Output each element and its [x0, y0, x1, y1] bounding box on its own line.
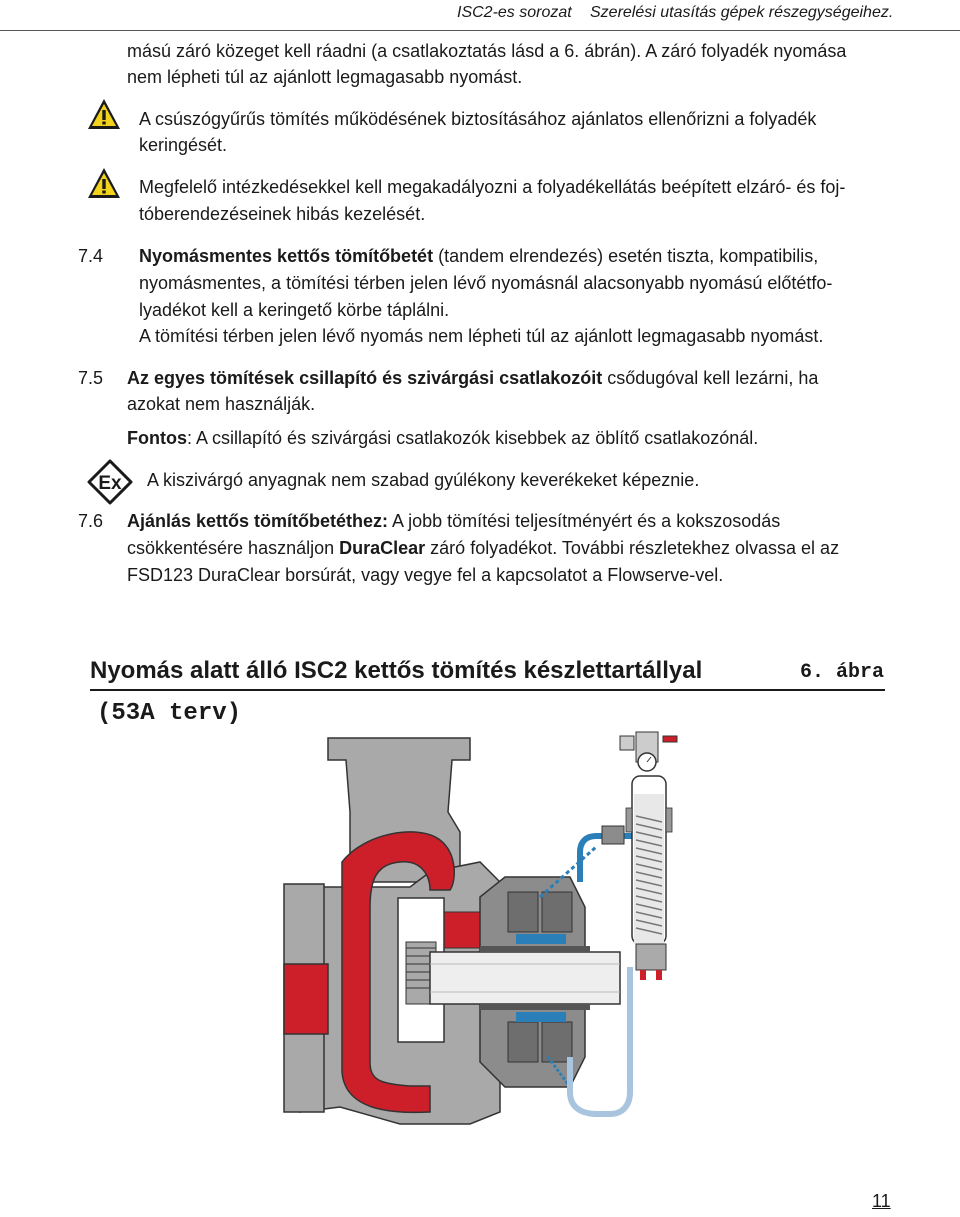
warning2-line2: tóberendezéseinek hibás kezelését.	[139, 204, 426, 224]
section-7-6-line1-rest: A jobb tömítési teljesítményért és a kokszosodás	[388, 511, 781, 531]
warning2-line1: Megfelelő intézkedésekkel kell megakadályozni a folyadékellátás beépített elzáró- és foj-	[139, 177, 846, 197]
section-7-4-line1-rest: (tandem elrendezés) esetén tiszta, kompatibilis,	[433, 246, 819, 266]
warning1-line2: keringését.	[139, 135, 228, 155]
shaft	[430, 946, 620, 1010]
header-subtitle: Szerelési utasítás gépek részegységeihez.	[590, 4, 894, 21]
reservoir	[602, 732, 677, 980]
seal-plan-53a-diagram	[280, 712, 700, 1162]
svg-text:Ex: Ex	[98, 473, 122, 494]
ex-explosion-protection-icon	[87, 459, 133, 505]
section-7-4-line4: A tömítési térben jelen lévő nyomás nem lépheti túl az ajánlott legmagasabb nyomást.	[139, 326, 824, 346]
section-7-6-line1	[127, 508, 780, 534]
page-number: 11	[872, 1191, 891, 1211]
section-7-6-line2-post: záró folyadékot. További részletekhez olvassa el az	[425, 538, 840, 558]
warning1-line1: A csúszógyűrűs tömítés működésének biztosításához ajánlatos ellenőrizni a folyadék	[139, 109, 817, 129]
section-7-5-line1	[127, 365, 818, 391]
section-7-6-line3: FSD123 DuraClear borsúrát, vagy vegye fel a kapcsolatot a Flowserve-vel.	[127, 565, 724, 585]
figure-subtitle: (53A terv)	[97, 700, 242, 727]
section-7-4-number: 7.4	[78, 246, 104, 266]
pump-casing	[284, 738, 500, 1124]
duraclear-bold: DuraClear	[339, 538, 426, 558]
header-series: ISC2-es sorozat	[457, 4, 572, 21]
figure-number: 6. ábra	[800, 661, 885, 684]
section-7-5-note	[127, 425, 758, 451]
note-text: : A csillapító és szivárgási csatlakozók kisebbek az öblítő csatlakozónál.	[187, 428, 759, 448]
section-7-6-bold: Ajánlás kettős tömítőbetéthez:	[127, 511, 389, 531]
warning-triangle-icon	[86, 97, 122, 131]
para-top-line2: nem lépheti túl az ajánlott legmagasabb nyomást.	[127, 67, 523, 87]
section-7-4-bold: Nyomásmentes kettős tömítőbetét	[139, 246, 434, 266]
section-7-5-number: 7.5	[78, 368, 104, 388]
section-7-4-line3: lyadékot kell a keringető körbe táplálni.	[139, 300, 450, 320]
ex-note-text: A kiszivárgó anyagnak nem szabad gyúlékony keverékeket képeznie.	[147, 470, 700, 490]
section-7-6-line2-pre: csökkentésére használjon	[127, 538, 340, 558]
figure-rule	[90, 689, 885, 691]
section-7-5-bold: Az egyes tömítések csillapító és szivárgási csatlakozóit	[127, 368, 603, 388]
note-label: Fontos	[127, 428, 187, 448]
section-7-5-line1-rest: csődugóval kell lezárni, ha	[602, 368, 819, 388]
warning-triangle-icon	[86, 166, 122, 200]
section-7-6-line2	[127, 535, 839, 561]
para-top-line1: mású záró közeget kell ráadni (a csatlakoztatás lásd a 6. ábrán). A záró folyadék nyomása	[127, 41, 847, 61]
figure-title: Nyomás alatt álló ISC2 kettős tömítés készlettartállyal	[90, 657, 703, 684]
page-header	[0, 0, 960, 31]
section-7-5-line2: azokat nem használják.	[127, 394, 316, 414]
section-7-4-line1	[139, 243, 818, 269]
section-7-4-line2: nyomásmentes, a tömítési térben jelen lévő nyomásnál alacsonyabb nyomású előtétfo-	[139, 273, 833, 293]
section-7-6-number: 7.6	[78, 511, 104, 531]
